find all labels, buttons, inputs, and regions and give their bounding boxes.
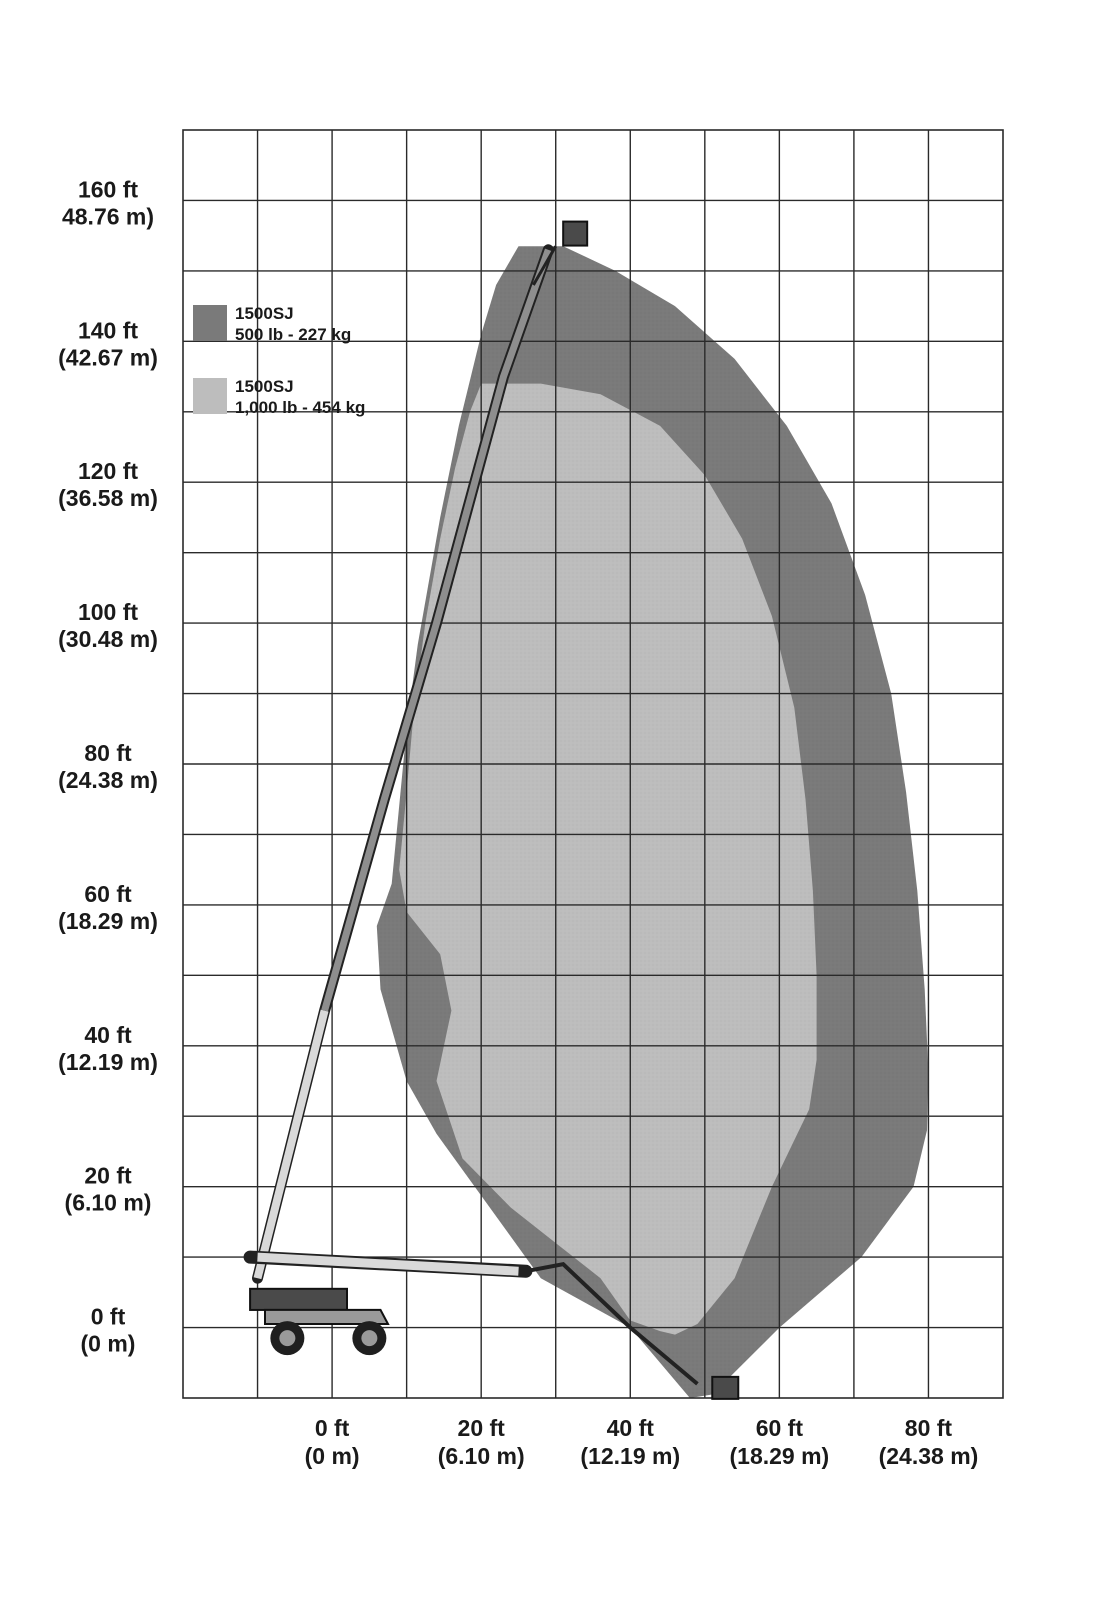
x-tick-label-ft: 60 ft (755, 1415, 804, 1441)
legend-series-1-capacity: 500 lb - 227 kg (235, 325, 352, 344)
x-tick-label-m: (24.38 m) (878, 1443, 979, 1469)
y-tick-label-ft: 0 ft (90, 1303, 126, 1330)
x-tick-label-m: (0 m) (304, 1443, 360, 1469)
legend-series-1-name: 1500SJ (235, 304, 294, 323)
y-tick-label-m: (36.58 m) (58, 485, 158, 512)
y-tick-label-ft: 120 ft (77, 458, 139, 485)
x-tick-label-m: (18.29 m) (729, 1443, 830, 1469)
wheel-front-hub (361, 1330, 377, 1346)
platform-basket-raised (563, 222, 587, 246)
y-tick-label-ft: 100 ft (77, 599, 139, 626)
y-tick-label-m: (42.67 m) (58, 344, 158, 371)
y-tick-label-ft: 140 ft (77, 317, 139, 344)
x-tick-label-ft: 0 ft (314, 1415, 350, 1441)
platform-basket-lowered (712, 1377, 738, 1399)
x-tick-label-m: (12.19 m) (580, 1443, 681, 1469)
y-tick-label-m: (24.38 m) (58, 767, 158, 793)
turntable (250, 1289, 347, 1310)
y-tick-label-m: (6.10 m) (64, 1189, 152, 1216)
y-tick-label-ft: 160 ft (77, 176, 139, 203)
legend-series-2-name: 1500SJ (235, 377, 294, 396)
y-tick-label-m: (18.29 m) (58, 907, 158, 934)
legend-swatch-series-1 (193, 305, 227, 341)
x-tick-label-ft: 40 ft (606, 1415, 654, 1441)
y-tick-label-ft: 60 ft (84, 880, 132, 907)
wheel-rear-hub (279, 1330, 295, 1346)
y-tick-label-m: 48.76 m) (61, 203, 155, 230)
y-tick-label-ft: 80 ft (84, 740, 132, 766)
envelope-areas (377, 246, 929, 1398)
y-tick-label-ft: 40 ft (84, 1021, 132, 1048)
y-tick-label-m: (30.48 m) (58, 626, 158, 653)
x-tick-label-ft: 20 ft (457, 1415, 505, 1441)
y-tick-label-ft: 20 ft (84, 1162, 132, 1189)
y-axis-tick-labels (58, 176, 158, 1356)
legend (193, 304, 365, 417)
x-tick-label-m: (6.10 m) (437, 1443, 525, 1469)
legend-series-2-capacity: 1,000 lb - 454 kg (235, 398, 366, 417)
y-tick-label-m: (0 m) (80, 1330, 136, 1357)
legend-swatch-series-2 (193, 378, 227, 414)
boom-raised-base-section (258, 1011, 325, 1279)
x-axis-tick-labels (305, 1415, 979, 1469)
y-tick-label-m: (12.19 m) (58, 1048, 158, 1075)
x-tick-label-ft: 80 ft (904, 1415, 953, 1441)
